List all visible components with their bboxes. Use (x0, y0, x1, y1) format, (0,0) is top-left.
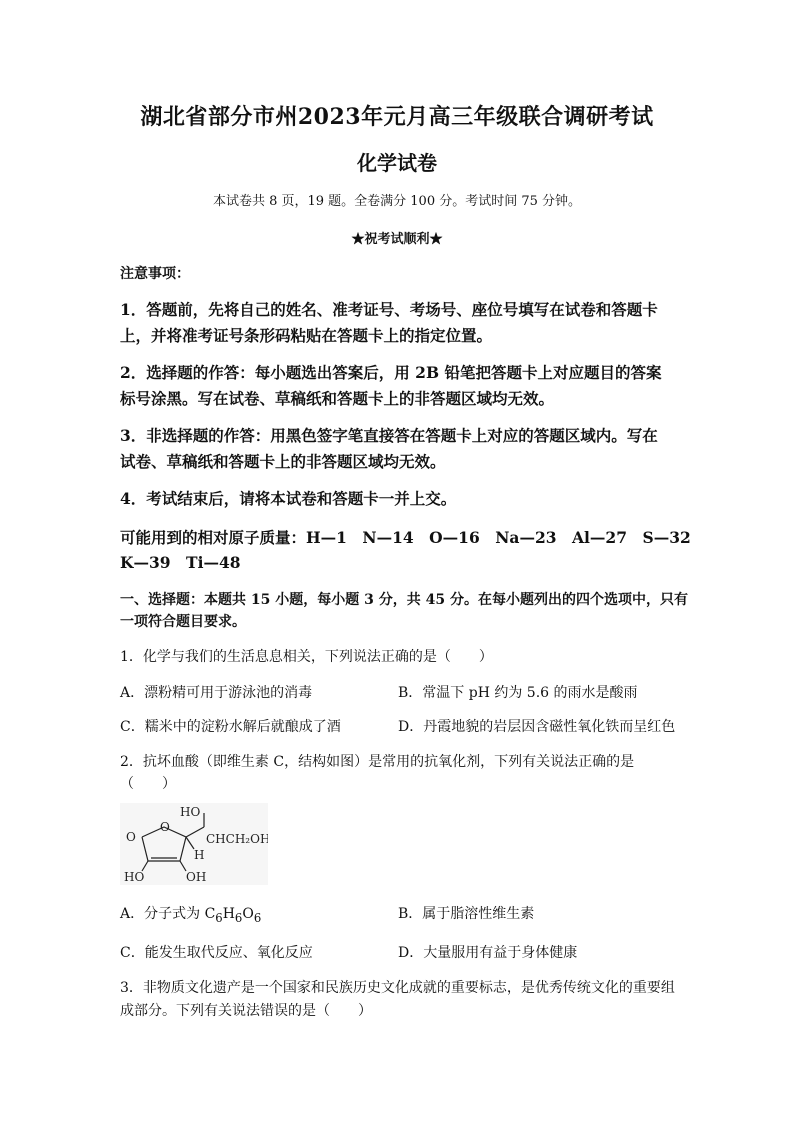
structure-label-oh-right: OH (186, 870, 207, 884)
molecular-formula (204, 906, 262, 925)
structure-label-ring-o: O (160, 820, 170, 834)
exam-title: 湖北省部分市州2023年元月高三年级联合调研考试 (140, 104, 654, 130)
question-2-stem-line-2: （ ） (120, 776, 176, 792)
question-2-stem-line-1: 2．抗坏血酸（即维生素 C，结构如图）是常用的抗氧化剂，下列有关说法正确的是 (120, 754, 635, 770)
atomic-masses-line-2: K—39 Ti—48 (120, 553, 241, 572)
note-1-line-1: 1．答题前，先将自己的姓名、准考证号、考场号、座位号填写在试卷和答题卡 (120, 300, 658, 319)
formula-o: O (242, 906, 254, 922)
structure-label-carbonyl-o: O (126, 830, 136, 844)
question-1-stem: 1．化学与我们的生活息息相关，下列说法正确的是（ ） (120, 649, 493, 665)
subject-title: 化学试卷 (357, 151, 437, 175)
question-1-option-b: B．常温下 pH 约为 5.6 的雨水是酸雨 (398, 685, 638, 701)
note-3-line-2: 试卷、草稿纸和答题卡上的非答题区域均无效。 (120, 452, 446, 471)
vitamin-c-structure-svg (120, 803, 268, 885)
formula-o-count: 6 (253, 910, 262, 925)
question-2-option-d: D．大量服用有益于身体健康 (398, 945, 578, 961)
section-1-heading-line-1: 一、选择题：本题共 15 小题，每小题 3 分，共 45 分。在每小题列出的四个选项中，只有 (120, 592, 688, 608)
formula-c-count: 6 (215, 910, 223, 925)
question-3-stem-line-1: 3．非物质文化遗产是一个国家和民族历史文化成就的重要标志，是优秀传统文化的重要组 (120, 980, 675, 996)
formula-h: H (222, 906, 235, 922)
vitamin-c-structure (120, 803, 268, 885)
atomic-masses-line-1: 可能用到的相对原子质量：H—1 N—14 O—16 Na—23 Al—27 S—32 (120, 528, 691, 547)
formula-c: C (204, 906, 216, 922)
notes-heading: 注意事项： (120, 266, 190, 282)
question-2-option-b: B．属于脂溶性维生素 (398, 906, 535, 922)
note-2-line-2: 标号涂黑。写在试卷、草稿纸和答题卡上的非答题区域均无效。 (120, 389, 555, 408)
structure-label-ho-top: HO (180, 805, 201, 819)
section-1-heading-line-2: 一项符合题目要求。 (120, 614, 246, 630)
exam-info: 本试卷共 8 页，19 题。全卷满分 100 分。考试时间 75 分钟。 (212, 194, 582, 209)
note-1-line-2: 上，并将准考证号条形码粘贴在答题卡上的指定位置。 (120, 326, 493, 345)
structure-label-chain: CHCH₂OH (206, 832, 268, 846)
note-2-line-1: 2．选择题的作答：每小题选出答案后，用 2B 铅笔把答题卡上对应题目的答案 (120, 363, 662, 382)
question-1-option-c: C．糯米中的淀粉水解后就酿成了酒 (120, 719, 341, 735)
question-1-option-a: A．漂粉精可用于游泳池的消毒 (120, 685, 313, 701)
question-2-option-c: C．能发生取代反应、氧化反应 (120, 945, 313, 961)
structure-label-h: H (194, 848, 205, 862)
structure-label-ho-left: HO (124, 870, 145, 884)
formula-h-count: 6 (234, 910, 243, 925)
question-1-option-d: D．丹霞地貌的岩层因含磁性氧化铁而呈红色 (398, 719, 676, 735)
question-3-stem-line-2: 成部分。下列有关说法错误的是（ ） (120, 1003, 372, 1019)
option-a-prefix: A．分子式为 (120, 906, 205, 922)
note-3-line-1: 3．非选择题的作答：用黑色签字笔直接答在答题卡上对应的答题区域内。写在 (120, 426, 658, 445)
good-luck-wish: ★祝考试顺利★ (351, 232, 443, 247)
note-4: 4．考试结束后，请将本试卷和答题卡一并上交。 (120, 489, 457, 508)
question-2-option-a (120, 903, 261, 925)
